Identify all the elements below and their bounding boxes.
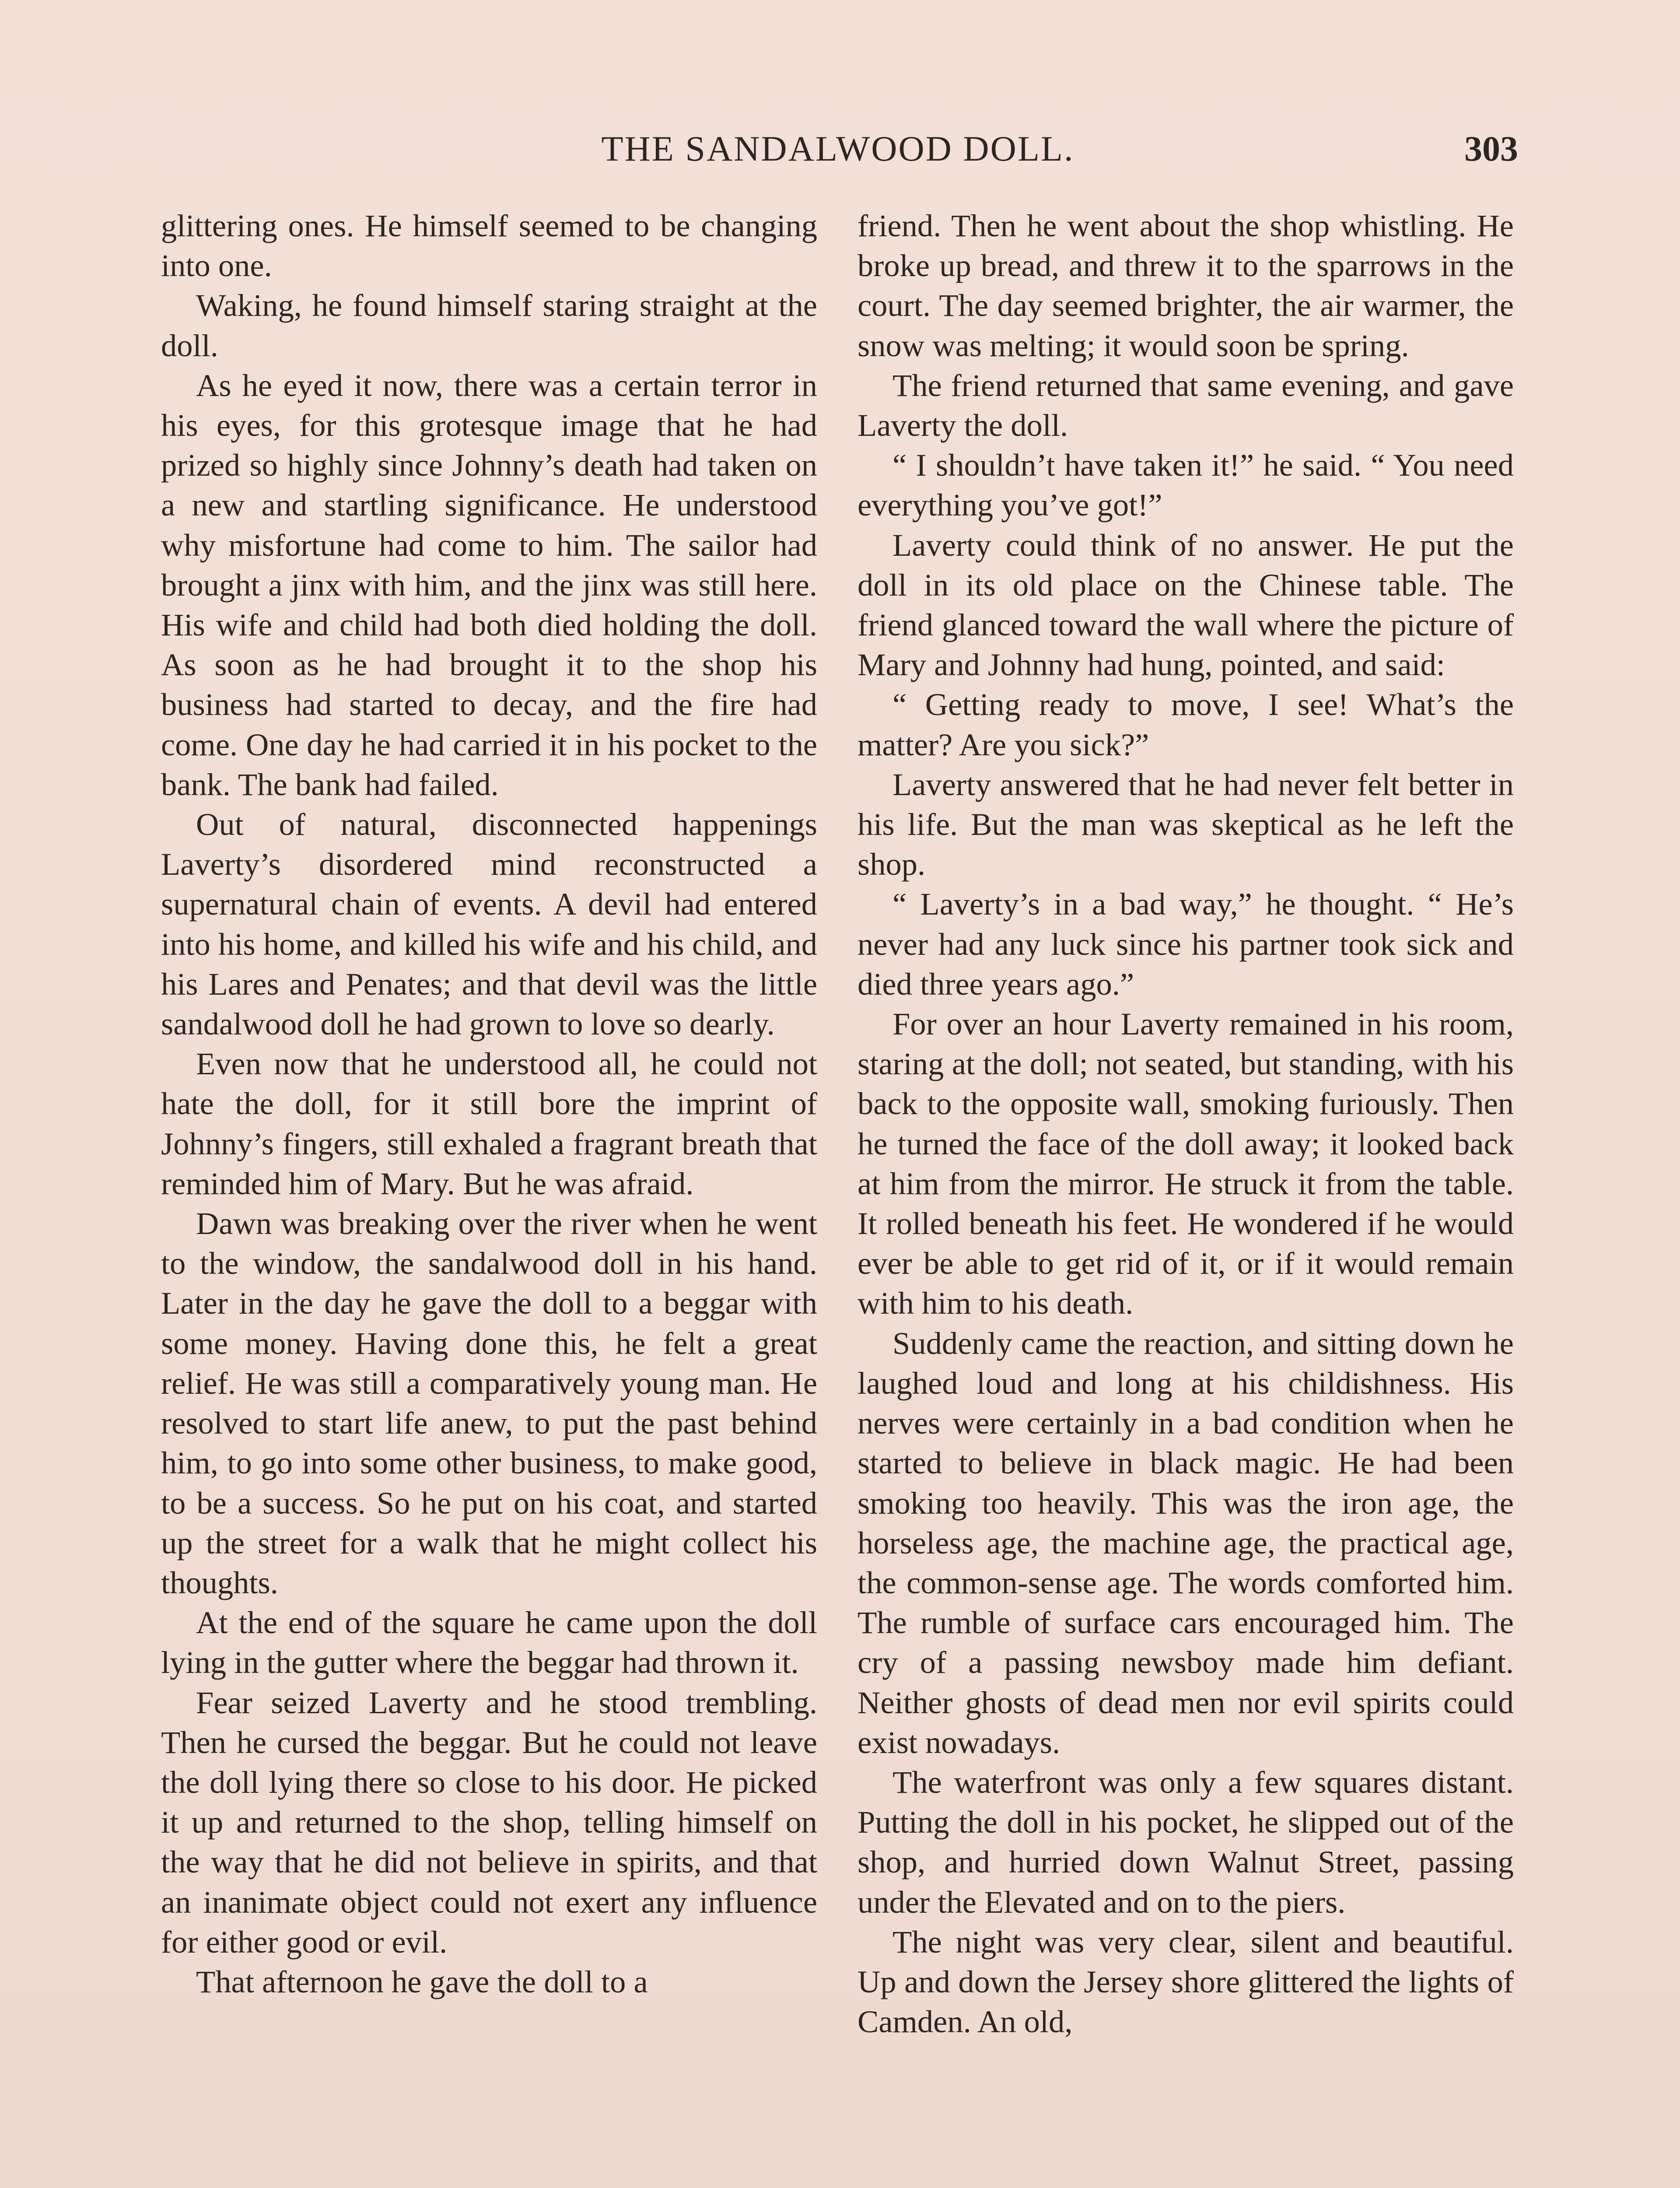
paragraph: The night was very clear, silent and beautiful. Up and down the Jersey shore glittered the lights of Camden. An old, xyxy=(858,1924,1514,2040)
paragraph: Even now that he understood all, he could not hate the doll, for it still bore the imprint of Johnny’s fingers, still exhaled a fragrant breath that reminded him of Mary. But he was afraid. xyxy=(161,1046,817,1201)
page-header xyxy=(158,125,1518,173)
paragraph: Fear seized Laverty and he stood trembling. Then he cursed the beggar. But he could not leave the doll lying there so close to his door. He picked it up and returned to the shop, telling himself on the way that he did not believe in spirits, and that an inanimate object could not exert any influence for either good or evil. xyxy=(161,1684,817,1960)
paragraph: Dawn was breaking over the river when he went to the window, the sandalwood doll in his hand. Later in the day he gave the doll to a beggar with some money. Having done this, he felt a great relief. He was still a comparatively young man. He resolved to start life anew, to put the past behind him, to go into some other business, to make good, to be a success. So he put on his coat, and started up the street for a walk that he might collect his thoughts. xyxy=(161,1206,817,1600)
paragraph: “ I shouldn’t have taken it!” he said. “ You need everything you’ve got!” xyxy=(858,447,1514,523)
text-column-right xyxy=(858,206,1514,2041)
paragraph: The friend returned that same evening, and gave Laverty the doll. xyxy=(858,367,1514,443)
paragraph: Laverty could think of no answer. He put the doll in its old place on the Chinese table. The friend glanced toward the wall where the picture of Mary and Johnny had hung, pointed, and said: xyxy=(858,527,1514,683)
paragraph: glittering ones. He himself seemed to be changing into one. xyxy=(161,208,817,284)
paragraph: That afternoon he gave the doll to a xyxy=(196,1964,648,1999)
paragraph: At the end of the square he came upon the doll lying in the gutter where the beggar had thrown it. xyxy=(161,1605,817,1680)
paragraph: Out of natural, disconnected happenings Laverty’s disordered mind reconstructed a supernatural chain of events. A devil had entered into his home, and killed his wife and his child, and his Lares and Penates; and that devil was the little sandalwood doll he had grown to love so dearly. xyxy=(161,806,817,1042)
page-number: 303 xyxy=(1464,129,1518,168)
paragraph: Laverty answered that he had never felt better in his life. But the man was skeptical as he left the shop. xyxy=(858,766,1514,882)
paragraph: For over an hour Laverty remained in his room, staring at the doll; not seated, but standing, with his back to the opposite wall, smoking furiously. Then he turned the face of the doll away; it looked back at him from the mirror. He struck it from the table. It rolled beneath his feet. He wondered if he would ever be able to get rid of it, or if it would remain with him to his death. xyxy=(858,1006,1514,1321)
text-column-left xyxy=(161,206,817,2002)
paragraph: Waking, he found himself staring straight at the doll. xyxy=(161,288,817,363)
paragraph: The waterfront was only a few squares distant. Putting the doll in his pocket, he slipped out of the shop, and hurried down Walnut Street, passing under the Elevated and on to the piers. xyxy=(858,1764,1514,1920)
paragraph: Suddenly came the reaction, and sitting down he laughed loud and long at his childishness. His nerves were certainly in a bad condition when he started to believe in black magic. He had been smoking too heavily. This was the iron age, the horseless age, the machine age, the practical age, the common-sense age. The words comforted him. The rumble of surface cars encouraged him. The cry of a passing newsboy made him defiant. Neither ghosts of dead men nor evil spirits could exist nowadays. xyxy=(858,1325,1514,1760)
paragraph: friend. Then he went about the shop whistling. He broke up bread, and threw it to the sparrows in the court. The day seemed brighter, the air warmer, the snow was melting; it would soon be spring. xyxy=(858,208,1514,363)
paragraph: “ Laverty’s in a bad way,” he thought. “ He’s never had any luck since his partner took sick and died three years ago.” xyxy=(858,886,1514,1002)
running-title: THE SANDALWOOD DOLL. xyxy=(601,129,1074,168)
paragraph: “ Getting ready to move, I see! What’s the matter? Are you sick?” xyxy=(858,687,1514,762)
paragraph: As he eyed it now, there was a certain terror in his eyes, for this grotesque image that he had prized so highly since Johnny’s death had taken on a new and startling significance. He understood why misfortune had come to him. The sailor had brought a jinx with him, and the jinx was still here. His wife and child had both died holding the doll. As soon as he had brought it to the shop his business had started to decay, and the fire had come. One day he had carried it in his pocket to the bank. The bank had failed. xyxy=(161,367,817,802)
